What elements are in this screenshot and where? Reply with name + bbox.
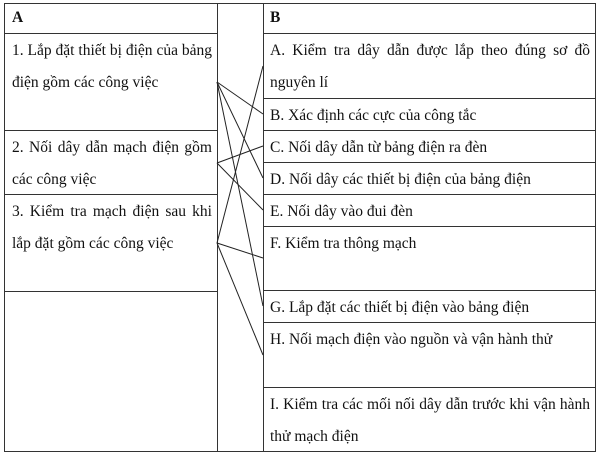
column-b-item-e: E. Nối dây vào đui đèn: [270, 203, 413, 220]
column-a-item-2: 2. Nối dây dẫn mạch điện gồm các công việc: [12, 139, 212, 188]
connector-line-2-E: [217, 163, 263, 210]
connector-line-1-B: [217, 82, 263, 114]
connector-line-1-G: [217, 82, 263, 306]
column-b-item-g: G. Lắp đặt các thiết bị điện vào bảng điện: [270, 299, 530, 316]
connector-line-3-F: [217, 243, 263, 258]
column-b-item-f: F. Kiểm tra thông mạch: [270, 235, 417, 252]
column-b-item-h: H. Nối mạch điện vào nguồn và vận hành thử: [270, 331, 553, 348]
connector-line-2-C: [217, 146, 263, 163]
column-a-item-3: 3. Kiểm tra mạch điện sau khi lắp đặt gồm các công việc: [12, 203, 212, 252]
column-b-item-i: I. Kiểm tra các mối nối dây dẫn trước khi vận hành thử mạch điện: [270, 396, 590, 445]
column-b-item-d: D. Nối dây các thiết bị điện của bảng điện: [270, 171, 531, 188]
connector-line-3-A: [217, 66, 263, 243]
connector-line-3-H: [217, 243, 263, 355]
column-b-item-b: B. Xác định các cực của công tắc: [270, 107, 477, 124]
column-a-header: A: [12, 9, 24, 26]
column-b-item-a: A. Kiểm tra dây dẫn được lắp theo đúng sơ đồ nguyên lí: [270, 42, 590, 91]
column-a-item-1: 1. Lắp đặt thiết bị điện của bảng điện gồm các công việc: [12, 42, 212, 91]
column-b-header: B: [270, 9, 281, 26]
column-b-item-c: C. Nối dây dẫn từ bảng điện ra đèn: [270, 139, 488, 156]
connector-line-1-D: [217, 82, 263, 178]
